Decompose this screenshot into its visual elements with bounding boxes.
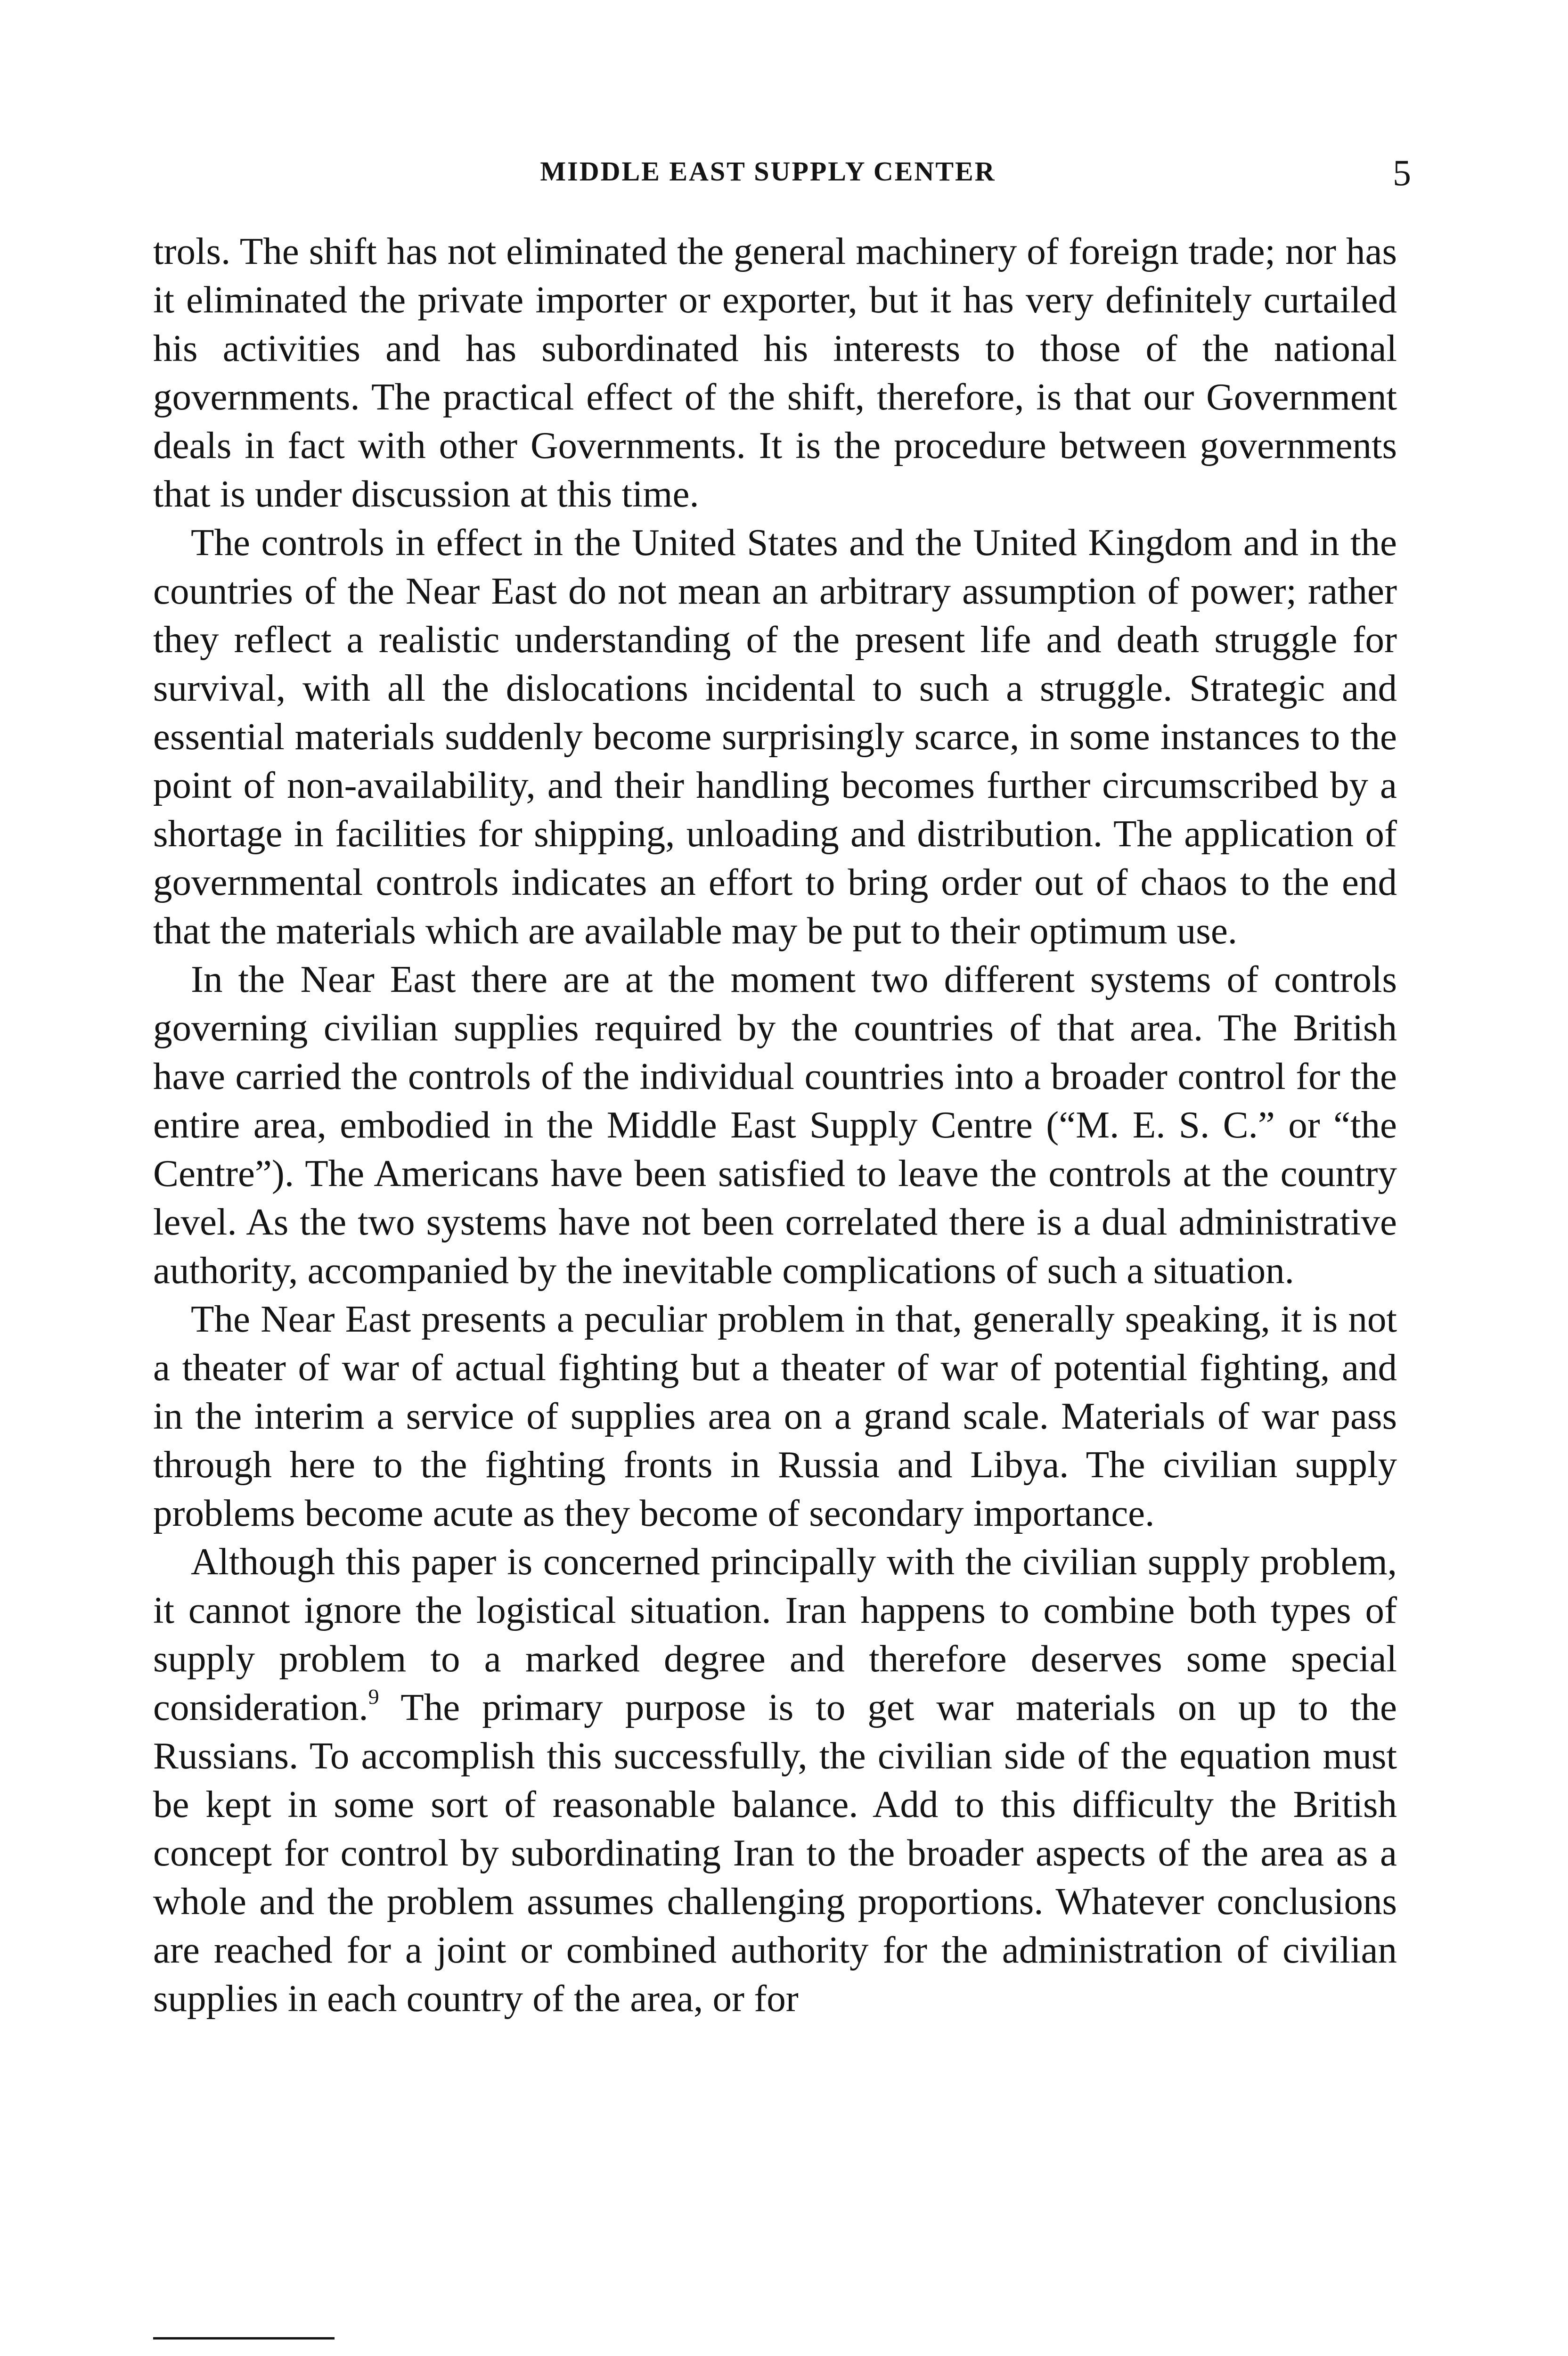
paragraph-5 <box>153 1538 1397 2023</box>
page-number: 5 <box>1393 152 1411 193</box>
paragraph-5-part-1: Although this paper is concerned principally with the civilian supply problem, it cannot ignore the logistical situation. Iran happens to combine both types of supply problem to a marked degree and therefore deserves some special consideration. <box>153 1540 1397 1728</box>
footnote-divider <box>153 2337 335 2340</box>
running-head-title: MIDDLE EAST SUPPLY CENTER <box>540 156 996 187</box>
paragraph-1: trols. The shift has not eliminated the general machinery of foreign trade; nor has it eliminated the private importer or exporter, but it has very definitely curtailed his activities and has subordinated his interests to those of the national governments. The practical effect of the shift, therefore, is that our Government deals in fact with other Governments. It is the procedure between governments that is under discussion at this time. <box>153 230 1397 515</box>
paragraph-2: The controls in effect in the United States and the United Kingdom and in the countries of the Near East do not mean an arbitrary assumption of power; rather they reflect a realistic understanding of the present life and death struggle for survival, with all the dislocations incidental to such a struggle. Strategic and essential materials suddenly become surprisingly scarce, in some instances to the point of non-availability, and their handling becomes further circumscribed by a shortage in facilities for shipping, unloading and distribution. The application of governmental controls indicates an effort to bring order out of chaos to the end that the materials which are available may be put to their optimum use. <box>153 521 1397 952</box>
paragraph-4: The Near East presents a peculiar problem in that, generally speaking, it is not a theater of war of actual fighting but a theater of war of potential fighting, and in the interim a service of supplies area on a grand scale. Materials of war pass through here to the fighting fronts in Russia and Libya. The civilian supply problems become acute as they become of secondary importance. <box>153 1298 1397 1534</box>
paragraph-5-part-2: The primary purpose is to get war materials on up to the Russians. To accomplish this successfully, the civilian side of the equation must be kept in some sort of reasonable balance. Add to this difficulty the British concept for control by subordinating Iran to the broader aspects of the area as a whole and the problem assumes challenging proportions. Whatever conclusions are reached for a joint or combined authority for the administration of civilian supplies in each country of the area, or for <box>153 1686 1397 2020</box>
body-text <box>153 227 1397 2023</box>
footnote-reference: 9 <box>368 1685 379 1709</box>
paragraph-3: In the Near East there are at the moment two different systems of controls governing civilian supplies required by the countries of that area. The British have carried the controls of the individual countries into a broader control for the entire area, embodied in the Middle East Supply Centre (“M. E. S. C.” or “the Centre”). The Americans have been satisfied to leave the controls at the country level. As the two systems have not been correlated there is a dual administrative authority, accompanied by the inevitable complications of such a situation. <box>153 958 1397 1292</box>
